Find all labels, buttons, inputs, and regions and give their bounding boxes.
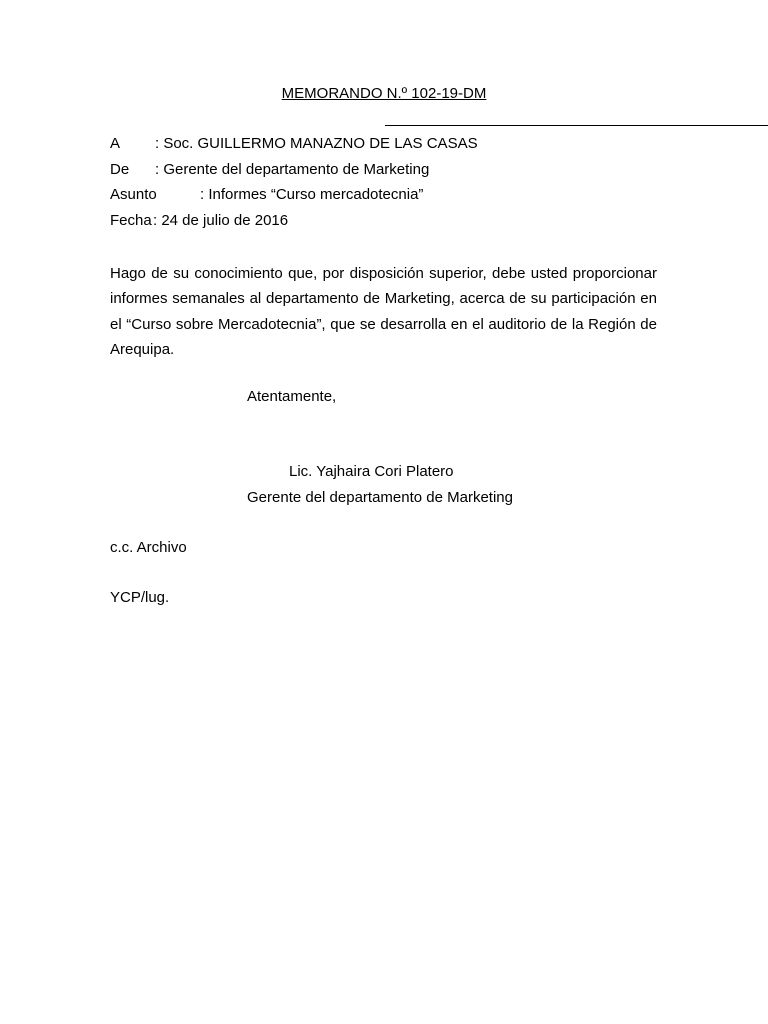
header-date-value: : 24 de julio de 2016 <box>153 212 289 229</box>
header-subject-label: Asunto <box>110 186 157 203</box>
header-from-value: : Gerente del departamento de Marketing <box>155 161 430 178</box>
closing-text: Atentamente, <box>247 388 337 405</box>
header-to-label: A <box>110 135 121 152</box>
header-date-label: Fecha <box>110 212 152 229</box>
header-from-label: De <box>110 161 130 178</box>
header-to-value: : Soc. GUILLERMO MANAZNO DE LAS CASAS <box>155 135 478 152</box>
memo-body-paragraph: Hago de su conocimiento que, por disposición superior, debe usted proporcionar informes semanales al departamento de Marketing, acerca de su participación en el “Curso sobre Mercadotecnia”, que se desarrolla en el auditorio de la Región de Arequipa. <box>110 265 657 358</box>
signer-name: Lic. Yajhaira Cori Platero <box>289 463 454 480</box>
divider-line <box>385 125 768 126</box>
header-subject-value: : Informes “Curso mercadotecnia” <box>200 186 424 203</box>
reference-initials: YCP/lug. <box>110 589 170 606</box>
carbon-copy: c.c. Archivo <box>110 539 187 556</box>
memo-title: MEMORANDO N.º 102-19-DM <box>281 85 487 102</box>
signer-title: Gerente del departamento de Marketing <box>247 489 513 506</box>
